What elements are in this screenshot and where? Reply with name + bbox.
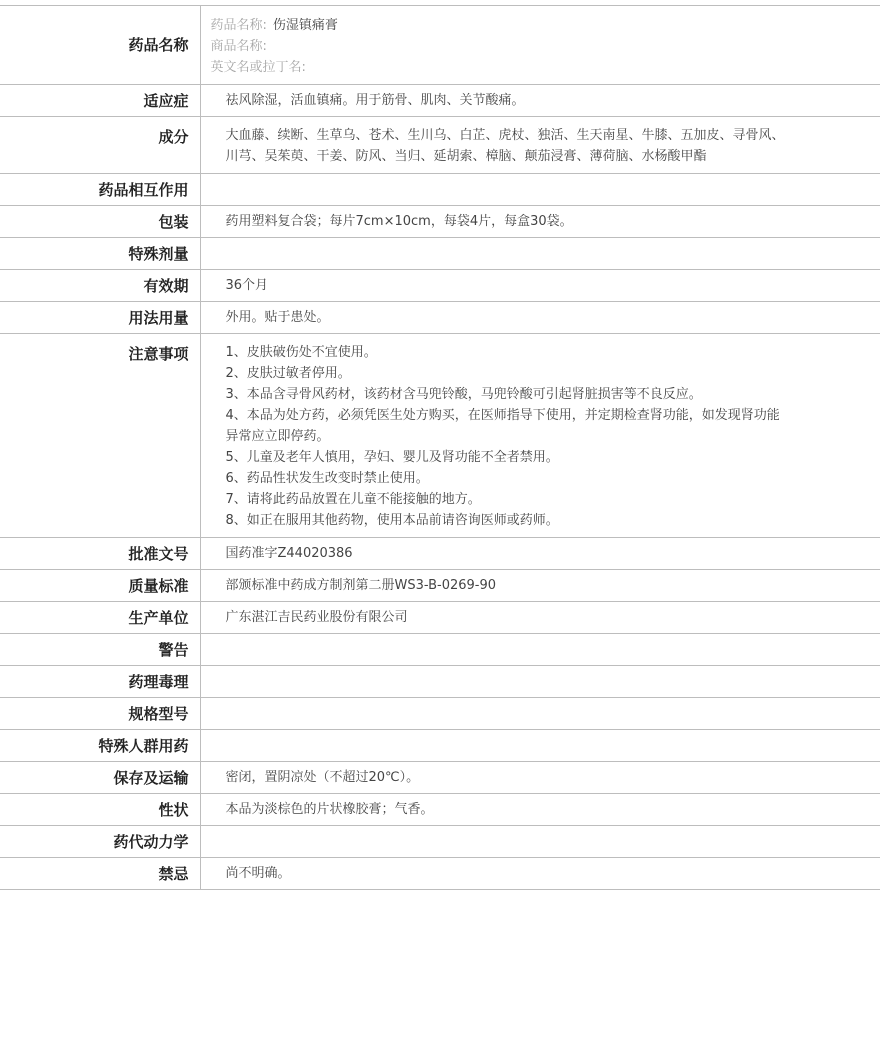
row-label: 注意事项 (0, 334, 200, 538)
row-drug-name (0, 6, 880, 85)
row-appearance (0, 794, 880, 826)
row-value (200, 698, 880, 730)
english-name-key: 英文名或拉丁名: (210, 60, 306, 75)
row-label: 成分 (0, 117, 200, 174)
row-value (200, 666, 880, 698)
row-value: 外用。贴于患处。 (200, 302, 880, 334)
row-value (200, 826, 880, 858)
row-label: 用法用量 (0, 302, 200, 334)
english-name-line (211, 57, 791, 78)
row-label: 性状 (0, 794, 200, 826)
trade-name-line (211, 36, 791, 57)
row-approval (0, 538, 880, 570)
row-value (200, 730, 880, 762)
precaution-item: 3、本品含寻骨风药材，该药材含马兜铃酸，马兜铃酸可引起肾脏损害等不良反应。 (225, 387, 702, 402)
precaution-item: 4、本品为处方药，必须凭医生处方购买，在医师指导下使用，并定期检查肾功能，如发现肾功能异常应立即停药。 (225, 408, 780, 444)
row-label: 包装 (0, 206, 200, 238)
drug-spec-table (0, 5, 880, 890)
row-value: 祛风除湿，活血镇痛。用于筋骨、肌肉、关节酸痛。 (200, 85, 880, 117)
row-value (200, 238, 880, 270)
row-value: 密闭，置阴凉处（不超过20℃）。 (200, 762, 880, 794)
row-specification (0, 698, 880, 730)
row-label: 有效期 (0, 270, 200, 302)
trade-name-key: 商品名称: (210, 39, 267, 54)
row-label: 药代动力学 (0, 826, 200, 858)
drug-name-values (200, 6, 880, 85)
row-value (200, 634, 880, 666)
row-label: 药品相互作用 (0, 174, 200, 206)
row-label: 特殊人群用药 (0, 730, 200, 762)
row-packaging (0, 206, 880, 238)
row-manufacturer (0, 602, 880, 634)
precaution-item: 7、请将此药品放置在儿童不能接触的地方。 (225, 492, 481, 507)
precaution-item: 6、药品性状发生改变时禁止使用。 (225, 471, 429, 486)
precaution-item: 2、皮肤过敏者停用。 (225, 366, 351, 381)
generic-name-value: 伤湿镇痛膏 (272, 18, 338, 33)
row-standard (0, 570, 880, 602)
row-special-dosage (0, 238, 880, 270)
precaution-item: 1、皮肤破伤处不宜使用。 (225, 345, 377, 360)
row-label: 保存及运输 (0, 762, 200, 794)
row-shelf-life (0, 270, 880, 302)
row-precautions (0, 334, 880, 538)
row-label: 特殊剂量 (0, 238, 200, 270)
row-label: 药品名称 (0, 6, 200, 85)
row-value: 国药准字Z44020386 (200, 538, 880, 570)
row-value: 部颁标准中药成方制剂第二册WS3-B-0269-90 (200, 570, 880, 602)
row-label: 质量标准 (0, 570, 200, 602)
row-value: 大血藤、续断、生草乌、苍术、生川乌、白芷、虎杖、独活、生天南星、牛膝、五加皮、寻骨风、川芎、吴茱萸、干姜、防风、当归、延胡索、樟脑、颠茄浸膏、薄荷脑、水杨酸甲酯 (200, 117, 880, 174)
row-value: 36个月 (200, 270, 880, 302)
row-value: 尚不明确。 (200, 858, 880, 890)
row-storage (0, 762, 880, 794)
row-label: 警告 (0, 634, 200, 666)
row-warning (0, 634, 880, 666)
row-label: 生产单位 (0, 602, 200, 634)
precaution-item: 8、如正在服用其他药物，使用本品前请咨询医师或药师。 (225, 513, 559, 528)
precaution-item: 5、儿童及老年人慎用，孕妇、婴儿及肾功能不全者禁用。 (225, 450, 559, 465)
generic-name-key: 药品名称: (210, 18, 267, 33)
row-interactions (0, 174, 880, 206)
row-value: 广东湛江吉民药业股份有限公司 (200, 602, 880, 634)
row-label: 禁忌 (0, 858, 200, 890)
row-toxicology (0, 666, 880, 698)
row-label: 适应症 (0, 85, 200, 117)
row-contraindications (0, 858, 880, 890)
row-label: 规格型号 (0, 698, 200, 730)
row-label: 药理毒理 (0, 666, 200, 698)
row-special-population (0, 730, 880, 762)
row-value: 药用塑料复合袋；每片7cm×10cm，每袋4片，每盒30袋。 (200, 206, 880, 238)
row-indication (0, 85, 880, 117)
row-value: 本品为淡棕色的片状橡胶膏；气香。 (200, 794, 880, 826)
row-usage (0, 302, 880, 334)
precautions-list (200, 334, 880, 538)
generic-name-line (211, 15, 791, 36)
row-pharmacokinetics (0, 826, 880, 858)
row-value (200, 174, 880, 206)
row-label: 批准文号 (0, 538, 200, 570)
row-ingredients (0, 117, 880, 174)
